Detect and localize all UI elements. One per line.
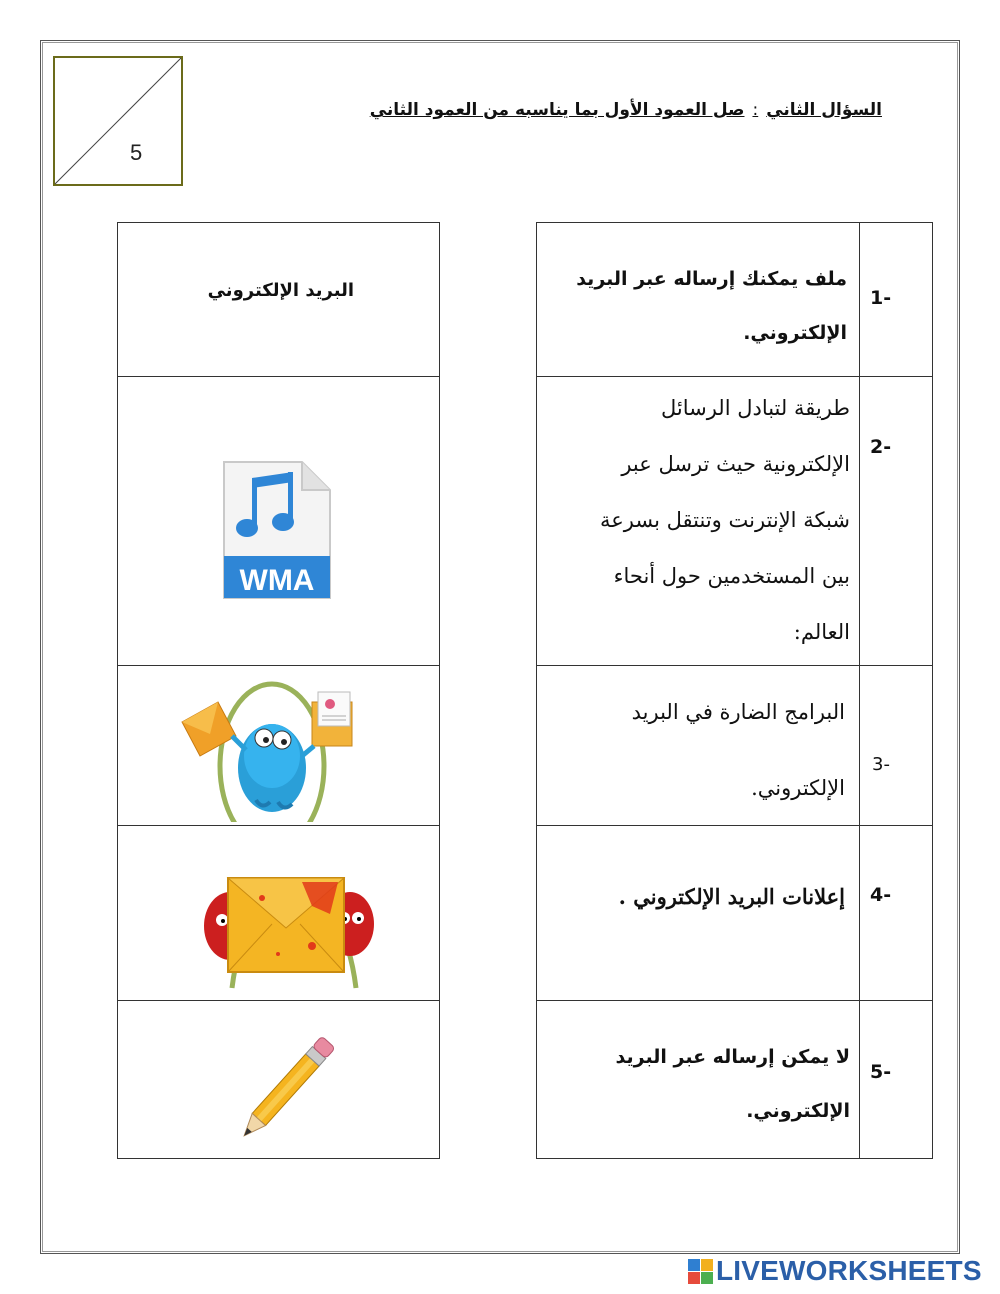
logo-square-1 bbox=[688, 1259, 700, 1271]
row-2-line-1: طريقة لتبادل الرسائل bbox=[660, 396, 850, 420]
row-1-line-1: ملف يمكنك إرساله عبر البريد bbox=[576, 268, 847, 290]
score-box bbox=[53, 56, 183, 186]
row-number-3: 3- bbox=[872, 754, 890, 775]
title-separator: : bbox=[752, 100, 759, 120]
answer-cell-2[interactable] bbox=[118, 377, 439, 665]
row-5-line-1: لا يمكن إرساله عبر البريد bbox=[615, 1046, 850, 1068]
row-text-4 bbox=[619, 884, 845, 909]
row-number-1: 1- bbox=[870, 287, 892, 309]
row-5-line-2: الإلكتروني. bbox=[746, 1100, 850, 1122]
row-2-line-4: بين المستخدمين حول أنحاء bbox=[613, 564, 850, 588]
question-label: السؤال الثاني bbox=[766, 100, 882, 120]
wma-file-icon bbox=[222, 460, 332, 600]
row-text-2 bbox=[600, 380, 850, 660]
logo-text: LIVEWORKSHEETS bbox=[716, 1255, 982, 1286]
row-2-line-3: شبكة الإنترنت وتنتقل بسرعة bbox=[599, 508, 850, 532]
row-number-4: 4- bbox=[870, 884, 892, 906]
wma-label: WMA bbox=[239, 564, 315, 597]
question-instruction: صل العمود الأول بما يناسبه من العمود الثاني bbox=[369, 100, 745, 120]
row-1-line-2: الإلكتروني. bbox=[743, 322, 847, 344]
row-2-line-2: الإلكترونية حيث ترسل عبر bbox=[621, 452, 850, 476]
pencil-icon bbox=[224, 1021, 354, 1151]
logo-square-3 bbox=[688, 1272, 700, 1284]
row-2-line-5: العالم: bbox=[793, 620, 850, 644]
logo-mark-icon bbox=[688, 1259, 713, 1284]
row-number-2: 2- bbox=[870, 436, 892, 458]
answer-cell-4[interactable] bbox=[118, 826, 439, 1000]
answer-cell-5[interactable] bbox=[118, 1001, 439, 1158]
score-diagonal bbox=[55, 58, 181, 184]
logo-square-2 bbox=[701, 1259, 713, 1271]
row-text-5 bbox=[616, 1030, 850, 1138]
logo-square-4 bbox=[701, 1272, 713, 1284]
liveworksheets-logo[interactable] bbox=[688, 1254, 982, 1288]
mascot-with-envelopes-icon bbox=[180, 676, 360, 822]
answer-text-email: البريد الإلكتروني bbox=[207, 280, 354, 301]
answer-cell-3[interactable] bbox=[118, 666, 439, 825]
score-value: 5 bbox=[130, 140, 143, 165]
row-3-line-2: الإلكتروني. bbox=[751, 776, 845, 800]
row-4-line-1: إعلانات البريد الإلكتروني . bbox=[618, 884, 845, 909]
question-title bbox=[370, 100, 882, 120]
row-3-line-1: البرامج الضارة في البريد bbox=[631, 700, 845, 724]
row-text-1 bbox=[576, 252, 847, 360]
row-text-3 bbox=[632, 674, 845, 826]
answer-cell-1[interactable] bbox=[118, 223, 439, 376]
row-number-5: 5- bbox=[870, 1061, 892, 1083]
spam-monsters-envelope-icon bbox=[202, 854, 382, 994]
